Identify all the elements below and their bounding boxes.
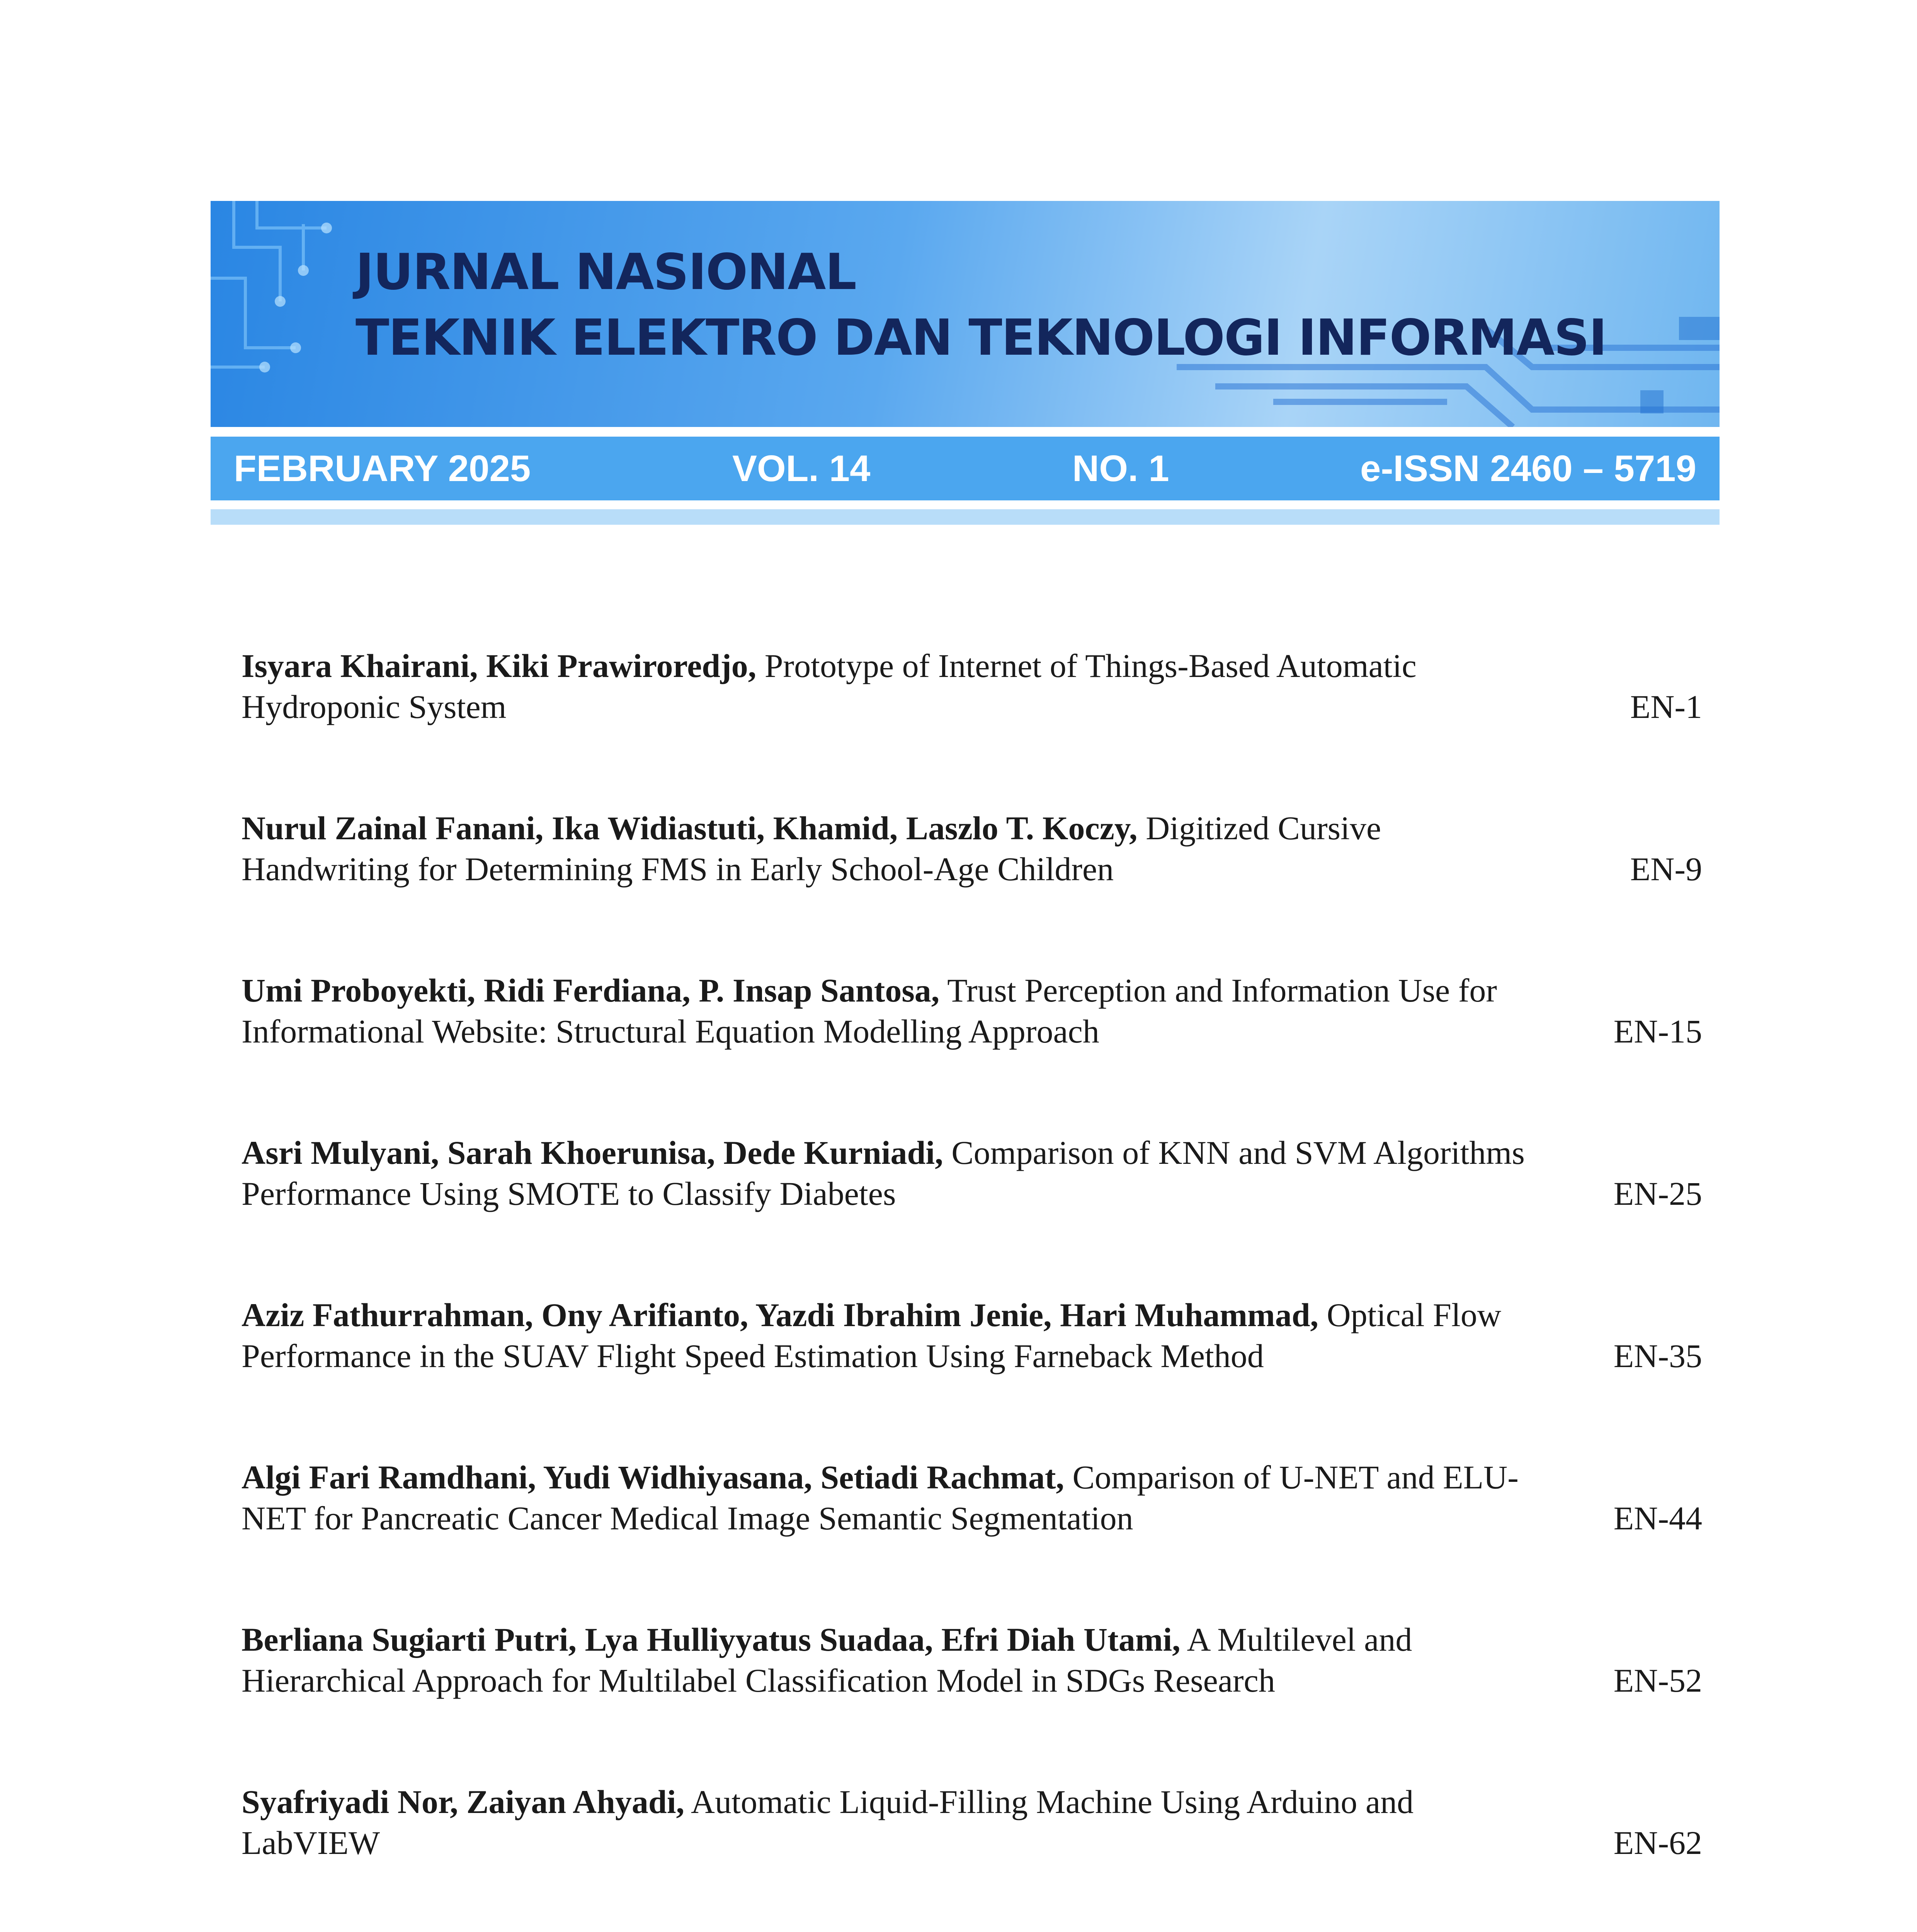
toc-title: Trust Perception and Information Use for Informational Website: Structural Equation Modelling Approach — [242, 972, 1497, 1050]
toc-entry — [242, 970, 1702, 1132]
issue-info-bar — [211, 437, 1720, 500]
toc-page: EN-44 — [1613, 1500, 1702, 1537]
toc-title: Automatic Liquid-Filling Machine Using Arduino and LabVIEW — [242, 1783, 1414, 1861]
toc-page: EN-62 — [1613, 1824, 1702, 1861]
journal-title — [356, 240, 1606, 371]
issue-date: FEBRUARY 2025 — [234, 448, 531, 489]
toc-authors: Aziz Fathurrahman, Ony Arifianto, Yazdi Ibrahim Jenie, Hari Muhammad, — [242, 1296, 1319, 1333]
toc-title: Comparison of U-NET and ELU-NET for Pancreatic Cancer Medical Image Semantic Segmentation — [242, 1459, 1519, 1537]
issue-volume: VOL. 14 — [732, 448, 871, 489]
toc-entry — [242, 1132, 1702, 1294]
toc-page: EN-15 — [1613, 1013, 1702, 1050]
toc-authors: Syafriyadi Nor, Zaiyan Ahyadi, — [242, 1783, 685, 1820]
toc-title: Digitized Cursive Handwriting for Determining FMS in Early School-Age Children — [242, 810, 1381, 888]
toc-authors: Asri Mulyani, Sarah Khoerunisa, Dede Kurniadi, — [242, 1134, 943, 1171]
toc-authors: Algi Fari Ramdhani, Yudi Widhiyasana, Setiadi Rachmat, — [242, 1459, 1064, 1496]
toc-page: EN-52 — [1613, 1662, 1702, 1699]
toc-authors: Nurul Zainal Fanani, Ika Widiastuti, Khamid, Laszlo T. Koczy, — [242, 810, 1138, 847]
toc-entry — [242, 1781, 1702, 1932]
toc-title: A Multilevel and Hierarchical Approach for Multilabel Classification Model in SDGs Research — [242, 1621, 1412, 1699]
toc-page: EN-1 — [1630, 688, 1702, 725]
toc-page: EN-35 — [1613, 1337, 1702, 1374]
issue-number: NO. 1 — [1072, 448, 1169, 489]
toc-entry — [242, 808, 1702, 970]
toc-authors: Berliana Sugiarti Putri, Lya Hulliyyatus Suadaa, Efri Diah Utami, — [242, 1621, 1180, 1658]
toc-entry — [242, 1294, 1702, 1457]
toc-page: EN-9 — [1630, 850, 1702, 888]
journal-title-line1: JURNAL NASIONAL — [356, 243, 856, 301]
table-of-contents — [242, 645, 1702, 1932]
toc-entry — [242, 1457, 1702, 1619]
journal-title-line2: TEKNIK ELEKTRO DAN TEKNOLOGI INFORMASI — [356, 309, 1607, 367]
toc-title: Optical Flow Performance in the SUAV Flight Speed Estimation Using Farneback Method — [242, 1296, 1501, 1374]
toc-title: Prototype of Internet of Things-Based Automatic Hydroponic System — [242, 647, 1417, 725]
toc-title: Comparison of KNN and SVM Algorithms Performance Using SMOTE to Classify Diabetes — [242, 1134, 1525, 1212]
toc-authors: Umi Proboyekti, Ridi Ferdiana, P. Insap Santosa, — [242, 972, 940, 1009]
header-divider — [211, 509, 1720, 525]
journal-banner — [211, 201, 1720, 427]
issue-issn: e-ISSN 2460 – 5719 — [1360, 448, 1696, 489]
toc-page: EN-25 — [1613, 1175, 1702, 1212]
toc-entry — [242, 1619, 1702, 1781]
toc-entry — [242, 645, 1702, 808]
toc-authors: Isyara Khairani, Kiki Prawiroredjo, — [242, 647, 757, 684]
